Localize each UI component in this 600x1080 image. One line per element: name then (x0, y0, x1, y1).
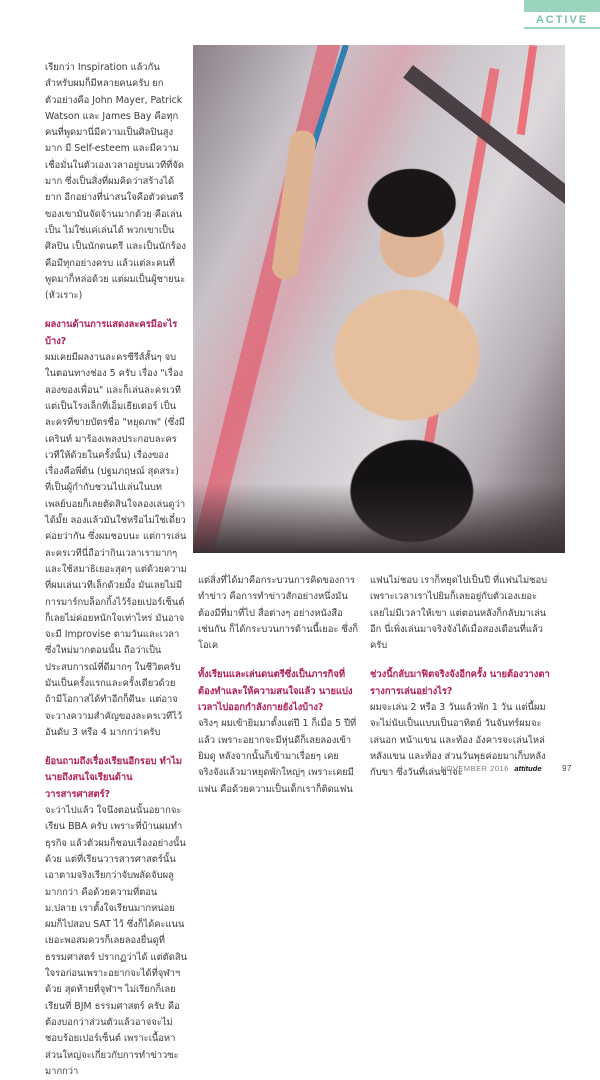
section-tag-bar (524, 0, 600, 12)
paragraph: เรียกว่า Inspiration แล้วกัน สำหรับผมก็มีหลายคนครับ ยกตัวอย่างคือ John Mayer, Patrick Watson และ James Bay คือทุกคนที่พูดมานี่มีความเป็นศิลปินสูงมาก มี Self-esteem และมีความเชื่อมั่นในตัวเองเวลาอยู่บนเวทีที่จัดมาก ซึ่งเป็นสิ่งที่ผมคิดว่าสร้างได้ยาก อีกอย่างที่น่าสนใจคือตัวดนตรีของเขามันจัดจ้านมากด้วย คือเล่นเป็น ไม่ใช่แค่เล่นได้ พวกเขาเป็นศิลปิน เป็นนักดนตรี และเป็นนักร้อง คือมีทุกอย่างครบ แล้วแต่ละคนที่พูดมาก็หล่อด้วย แต่ผมเป็นผู้ชายนะ (หัวเราะ) (45, 62, 187, 302)
article-column-middle (198, 573, 358, 798)
article-column-left (45, 60, 187, 1080)
question-heading: ทั้งเรียนและเล่นดนตรีซึ่งเป็นภารกิจที่ต้องทำและให้ความสนใจแล้ว นายแบ่งเวลาไปออกกำลังกายยังไงบ้าง? (198, 669, 353, 714)
article-column-right (370, 573, 552, 782)
paragraph: ผมเคยมีผลงานละครซีรีส์สั้นๆ จบในตอนทางช่อง 5 ครับ เรื่อง "เรื่องลองของเพื่อน" และก็เล่นละครเวทีแต่เป็นโรงเล็กที่เอ็มเธียเตอร์ เป็นละครที่ขายบัตรชื่อ "หยุดภพ" (ซึ่งมี เครินท์ มาร้องเพลงประกอบละครเวทีให้ด้วยในครั้งนั้น) เรื่องของเรื่องคือพี่ต้น (ปฐมภฤษณ์ สุดสระ) ที่เป็นผู้กำกับชวนไปเล่นในบทเพลย์บอยก็เลยตัดสินใจลองเล่นดูว่าได้มั้ย ลองแล้วมันใช่หรือไม่ใช่เดี๋ยวค่อยว่ากัน ซึ่งผมชอบนะ แต่การเล่นละครเวทีนี่ถือว่ากินเวลาเรามากๆ และใช้สมาธิเยอะสุดๆ แต่ด้วยความที่ผมเล่นเวทีเล็กด้วยมั้ง มันเลยไม่มีการมาร์กบล็อกกิ้งไว้ร้อยเปอร์เซ็นต์ก็เลยไม่ค่อยหนักใจเท่าไหร่ มันอาจจะมี Improvise ตามวันและเวลาซึ่งใหม่มากตอนนั้น ถือว่าเป็นประสบการณ์ที่ดีมากๆ ในชีวิตครับ มันเป็นครั้งแรกและครั้งเดียวด้วย ถ้ามีโอกาสได้ทำอีกก็ดีนะ แต่อาจจะวางความสำคัญของละครเวทีไว้อันดับ 3 หรือ 4 มากกว่าครับ (45, 352, 187, 738)
question-heading: ผลงานด้านการแสดงละครมีอะไรบ้าง? (45, 319, 178, 347)
question-heading: ช่วงนี้กลับมาฟิตจริงจังอีกครั้ง นายต้องวางตารางการเล่นอย่างไร? (370, 669, 550, 697)
photo-floor (193, 483, 565, 553)
page-footer (441, 764, 572, 773)
footer-brand-logo: attitude (514, 764, 542, 773)
photo-light-stripe (517, 45, 537, 135)
section-tag-label: ACTIVE (535, 14, 589, 26)
paragraph: ผมจะเล่น 2 หรือ 3 วันแล้วพัก 1 วัน แต่นี้ผมจะไม่นับเป็นแบบเป็นอาทิตย์ วันจันทร์ผมจะเล่นอก หน้าแขน และท้อง อังคารจะเล่นไหล่ หลังแขน และท้อง ส่วนวันพุธค่อยมาเก็บหลังกับขา ซึ่งวันที่เล่นขาจะ (370, 702, 546, 779)
section-tag-active (524, 0, 600, 28)
feature-photo (193, 45, 565, 553)
section-tag-underline (524, 27, 600, 29)
page-number: 97 (562, 764, 572, 773)
footer-date: NOVEMBER 2016 (440, 764, 509, 773)
paragraph: แฟนไม่ชอบ เราก็หยุดไปเป็นปี ที่แฟนไม่ชอบเพราะเวลาเราไปยิมก็เลยอยู่กับตัวเองเยอะ เลยไม่มีเวลาให้เขา แต่ตอนหลังก็กลับมาเล่นอีก นี่เพิ่งเล่นมาจริงจังได้เมื่อสองเดือนที่แล้วครับ (370, 575, 548, 652)
paragraph: แต่สิ่งที่ได้มาคือกระบวนการคิดของการทำข่าว คือการทำข่าวสักอย่างหนึ่งมันต้องมีที่มาที่ไป สื่อต่างๆ อย่างหนังสือเช่นกัน ก็ได้กระบวนการด้านนี้เยอะ ซึ่งก็โอเค (198, 575, 358, 652)
question-heading: ย้อนถามถึงเรื่องเรียนอีกรอบ ทำไมนายถึงสนใจเรียนด้านวารสารศาสตร์? (45, 756, 183, 800)
paragraph: จริงๆ ผมเข้ายิมมาตั้งแต่ปี 1 ก็เมื่อ 5 ปีที่แล้ว เพราะอยากจะมีหุ่นดีก็เลยลองเข้ายิมดู หลังจากนั้นก็เข้ามาเรื่อยๆ เคยจริงจังแล้วมาหยุดพักใหญ่ๆ เพราะเคยมีแฟน คือด้วยความเป็นเด็กเราก็ติดแฟน (198, 718, 357, 795)
paragraph: จะว่าไปแล้ว ใจนึงตอนนั้นอยากจะเรียน BBA ครับ เพราะที่บ้านผมทำธุรกิจ แล้วตัวผมก็ชอบเรื่องอย่างนั้นด้วย แต่ที่เรียนวารสารศาสตร์นั้น เอาตามจริงเรียกว่าจับพลัดจับผลูมากกว่า คือด้วยความที่ตอน ม.ปลาย เราตั้งใจเรียนมากหน่อย ผมก็ไปสอบ SAT ไว้ ซึ่งก็ได้คะแนนเยอะพอสมควรก็เลยลองยื่นดูที่ธรรมศาสตร์ ปรากฏว่าได้ แต่ตัดสินใจรอก่อนเพราะอยากจะได้ที่จุฬาฯ ด้วย สุดท้ายที่จุฬาฯ ไม่เรียกก็เลยเรียนที่ BJM ธรรมศาสตร์ ครับ คือต้องบอกว่าส่วนตัวแล้วอาจจะไม่ชอบร้อยเปอร์เซ็นต์ เพราะเนื้อหาส่วนใหญ่จะเกี่ยวกับการทำข่าวซะมากกว่า (45, 805, 187, 1077)
